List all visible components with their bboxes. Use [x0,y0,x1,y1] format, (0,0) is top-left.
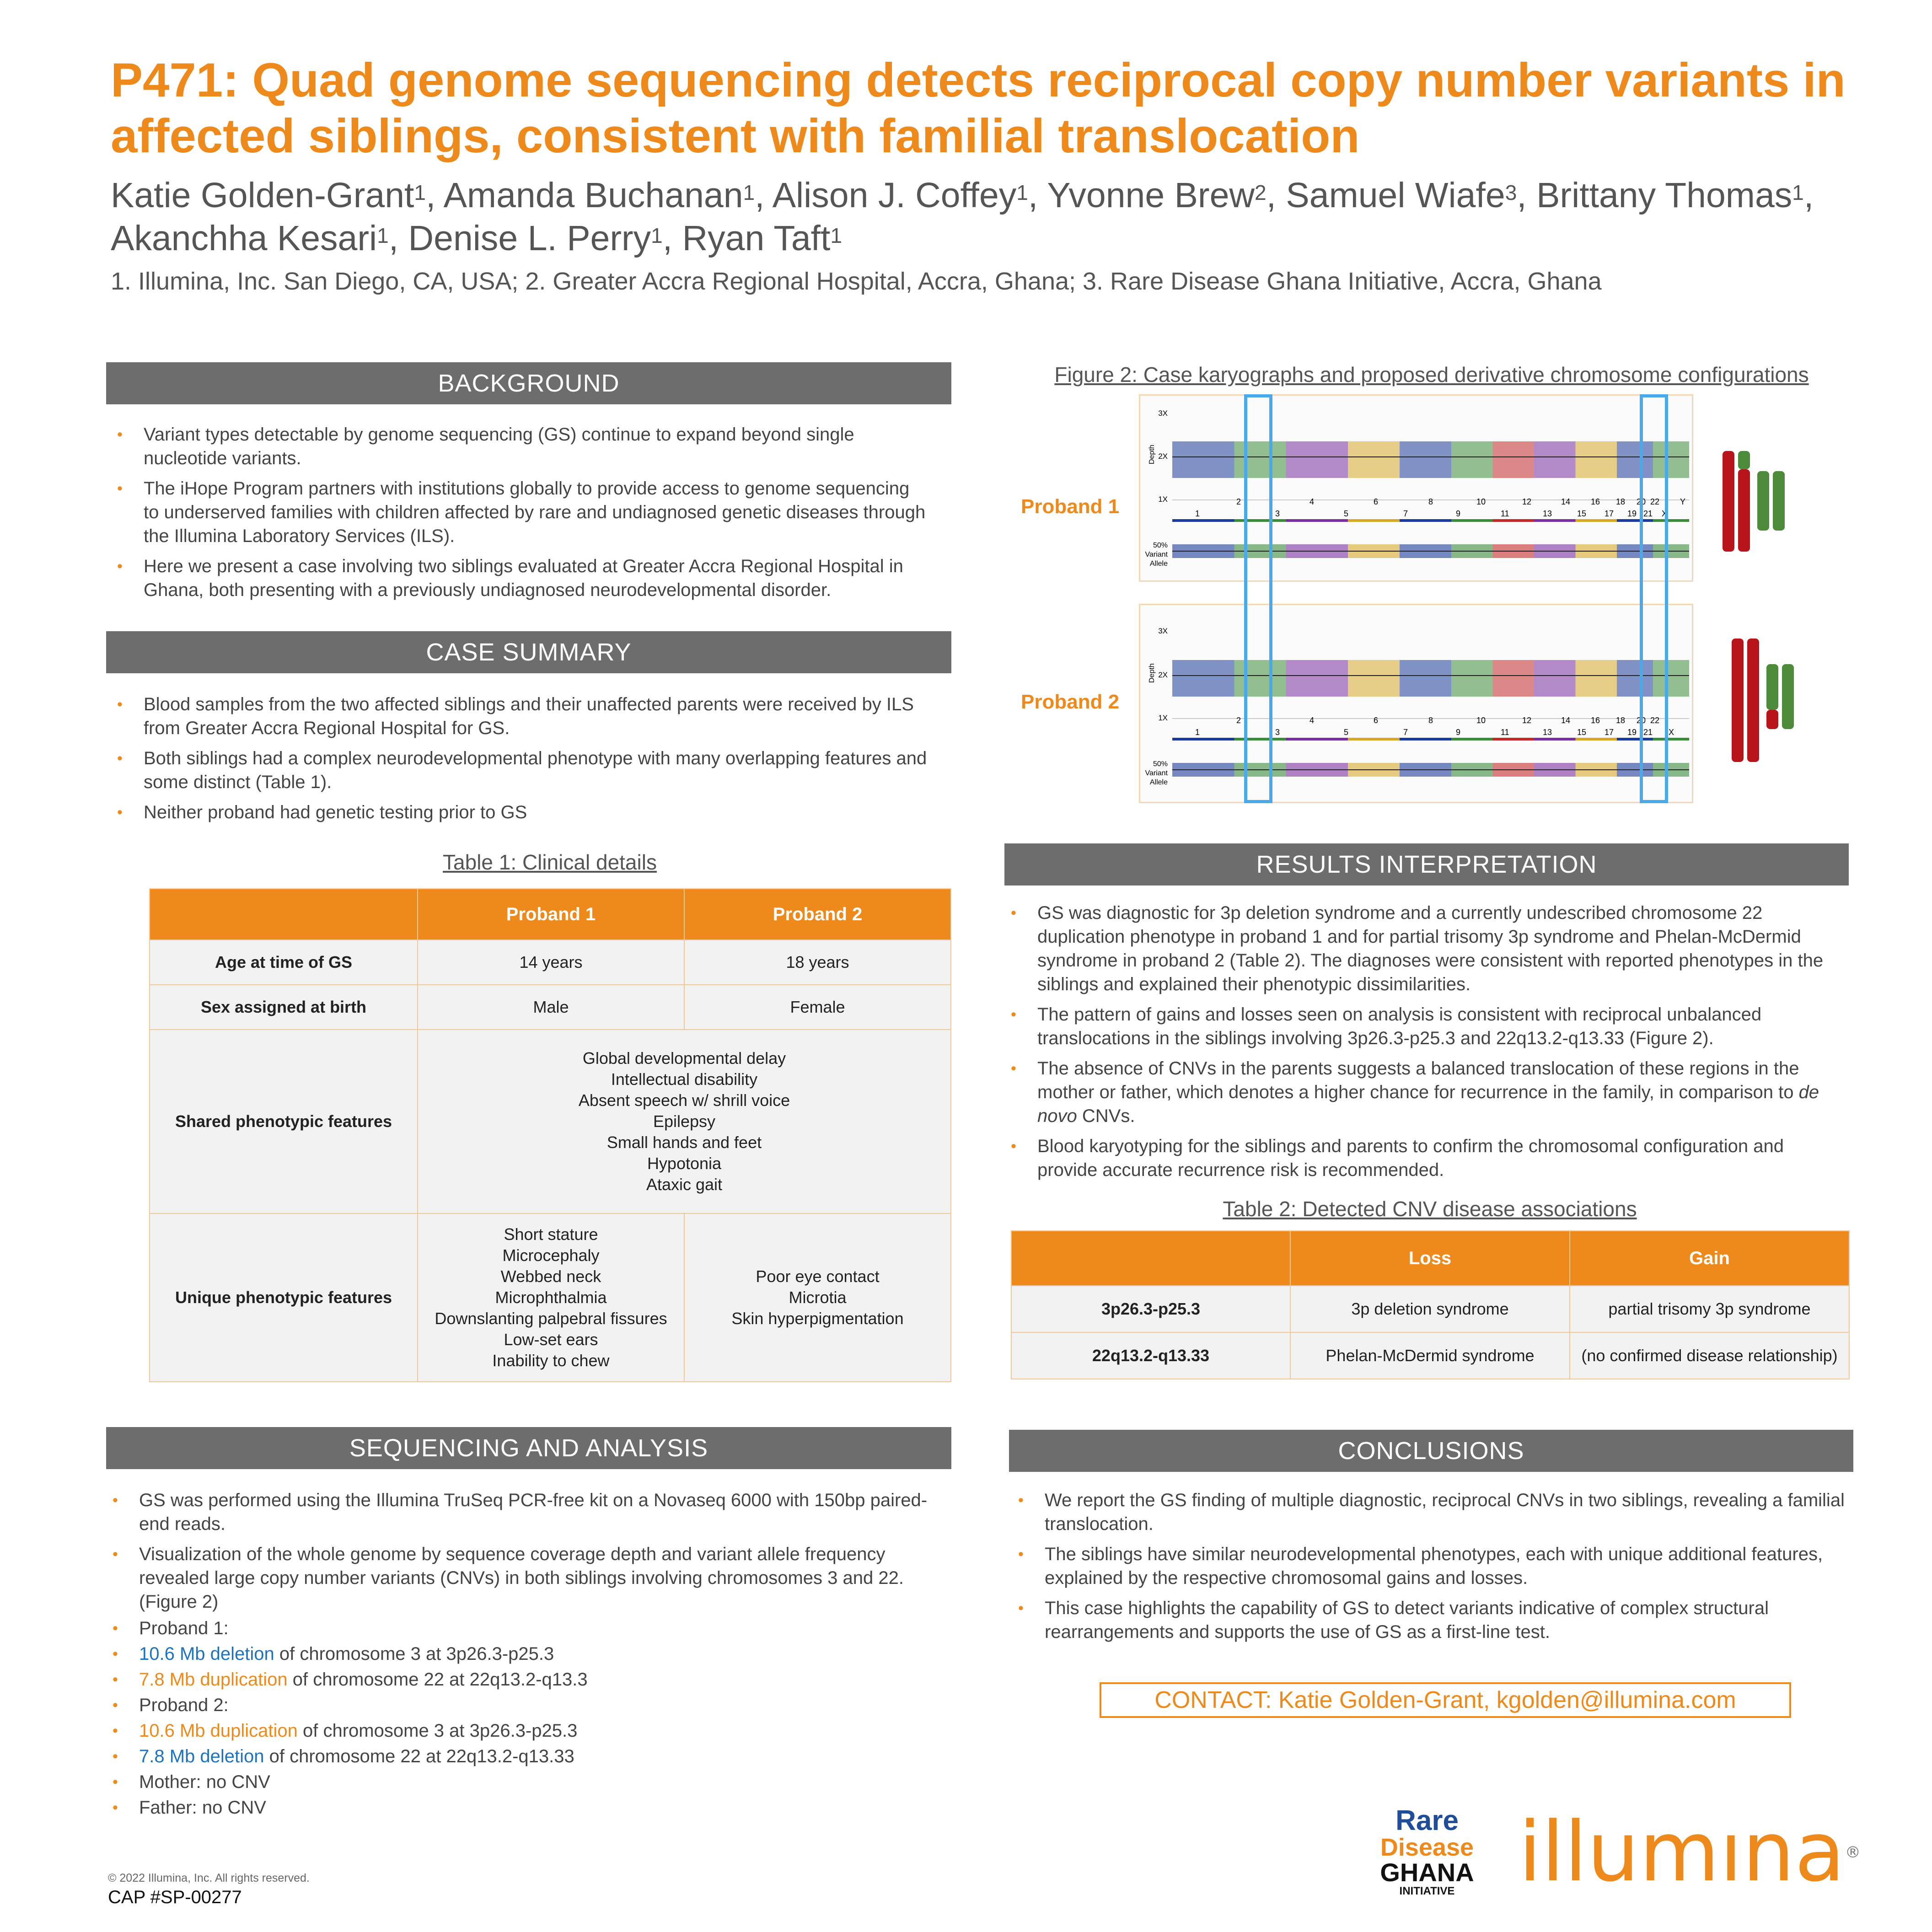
chr-label: X [1662,509,1668,518]
row-label: Sex assigned at birth [150,985,418,1030]
proband2-cnv-label [106,1693,948,1717]
rare-disease-ghana-logo [1368,1807,1487,1907]
cnv-deletion-highlight: 7.8 Mb deletion [139,1746,264,1766]
chromosome-3-segment [1766,710,1778,729]
vaf-label-1: 50% [1153,542,1168,549]
chromosome-22-segment [1738,451,1750,469]
conclusions-bullet: • The siblings have similar neurodevelopmental phenotypes, each with unique additional features, explained by the respective chromosomal gains and losses. [1012,1542,1849,1590]
proband1-cnv-label [106,1616,948,1640]
chr-label: 16 [1591,716,1600,725]
feature: Inability to chew [492,1351,610,1370]
derivative-chromosomes-proband1 [1715,448,1802,567]
chr-label: 3 [1275,728,1280,737]
chr-label: 4 [1309,716,1315,725]
author-name: Denise L. Perry [408,219,651,258]
chromosome-3 [1732,639,1744,762]
author-name: Alison J. Coffey [772,176,1017,215]
table1-header-row [150,889,951,940]
cnv-text: of chromosome 22 at 22q13.2-q13.3 [287,1669,588,1690]
chr-label: 14 [1561,497,1571,506]
registered-mark: ® [1845,1843,1861,1862]
table-row [150,1030,951,1213]
chr-label: 11 [1501,728,1509,737]
chr-label: 2 [1236,497,1241,506]
chromosome-22 [1773,471,1785,531]
chr-label: 9 [1456,728,1461,737]
table-cell: Female [684,985,951,1030]
results-text: The absence of CNVs in the parents suggests a balanced translocation of these regions in the mother or father, which denotes a higher chance for recurrence in the family, in comparison to [1037,1058,1799,1102]
title-line-1: P471: Quad genome sequencing detects reciprocal copy number variants in [111,54,1846,107]
region-cell: 22q13.2-q13.33 [1011,1332,1290,1379]
unique-features-p2 [684,1213,951,1382]
chr-label: 17 [1605,728,1614,737]
results-heading: RESULTS INTERPRETATION [1004,843,1849,886]
sequencing-bullet: • GS was performed using the Illumina TruSeq PCR-free kit on a Novaseq 6000 with 150bp paired-end reads. [106,1488,948,1536]
table-cell: partial trisomy 3p syndrome [1570,1286,1849,1332]
mother-cnv: • Mother: no CNV [106,1770,948,1794]
feature: Skin hyperpigmentation [731,1309,904,1328]
table-cell: Male [418,985,684,1030]
chr-label: 17 [1605,509,1614,518]
sequencing-bullets [106,1488,948,1826]
results-bullets [1004,901,1841,1188]
case-summary-bullets [111,692,943,831]
results-bullet: • GS was diagnostic for 3p deletion syndrome and a currently undescribed chromosome 22 duplication phenotype in proband 1 and for partial trisomy 3p syndrome and Phelan-McDermid syndrome in proband 2 (Table 2). The diagnoses were consistent with reported phenotypes in the siblings and explained their phenotypic dissimilarities. [1004,901,1841,996]
feature: Downslanting palpebral fissures [435,1309,667,1328]
chr-label: 8 [1428,716,1433,725]
shared-features-cell [418,1030,951,1213]
author-name: Ryan Taft [682,219,831,258]
chr-label: 19 [1627,509,1637,518]
chr-label: Y [1680,497,1686,506]
region-cell: 3p26.3-p25.3 [1011,1286,1290,1332]
chr-label: 22 [1650,716,1660,725]
cnv-text: of chromosome 22 at 22q13.2-q13.33 [264,1746,574,1766]
chr-label: 13 [1543,728,1552,737]
table2-header-row [1011,1231,1849,1286]
author-name: Amanda Buchanan [443,176,743,215]
results-text: CNVs. [1077,1106,1135,1126]
chr-label: 7 [1403,728,1408,737]
chr-label: 5 [1344,509,1349,518]
author-affiliation-mark: 1 [1792,181,1804,204]
table-cell: 18 years [684,940,951,985]
illumina-logo [1519,1804,1861,1900]
results-emphasis: de novo [1037,1082,1819,1126]
figure2-caption: Figure 2: Case karyographs and proposed derivative chromosome configurations [1054,363,1809,386]
table1-col-proband2: Proband 2 [684,889,951,940]
table1-col-proband1: Proband 1 [418,889,684,940]
cnv-text: of chromosome 3 at 3p26.3-p25.3 [297,1721,578,1741]
table-row [1011,1286,1849,1332]
feature: Small hands and feet [606,1133,762,1152]
chr-label: 11 [1501,509,1509,518]
derivative-chromosome-3 [1738,469,1750,552]
table-row [150,940,951,985]
feature: Hypotonia [647,1154,722,1173]
father-cnv: • Father: no CNV [106,1796,948,1819]
y-label-3x: 3X [1158,409,1168,418]
table-cell: 14 years [418,940,684,985]
sequencing-bullet: • Visualization of the whole genome by sequence coverage depth and variant allele frequency revealed large copy number variants (CNVs) in both siblings involving chromosomes 3 and 22. (Figure 2) [106,1542,948,1614]
author-name: Katie Golden-Grant [111,176,414,215]
y-label-1x: 1X [1158,495,1168,504]
chr-label: 8 [1428,497,1433,506]
case-summary-bullet: • Neither proband had genetic testing prior to GS [111,800,943,824]
clinical-details-table [149,888,951,1382]
cnv-deletion-highlight: 10.6 Mb deletion [139,1644,274,1664]
chr-label: 3 [1275,509,1280,518]
author-affiliation-mark: 1 [743,181,755,204]
chr-label: X [1669,728,1674,737]
chr-label: 12 [1522,497,1532,506]
chromosome-labels-top [1236,497,1685,506]
chr-label: 10 [1476,716,1486,725]
figure-proband1-label: Proband 1 [1021,495,1120,518]
copyright: © 2022 Illumina, Inc. All rights reserved. [108,1872,310,1884]
chr-label: 16 [1591,497,1600,506]
chr-label: 6 [1374,497,1379,506]
cnv-item [106,1668,948,1691]
cnv-item [106,1719,948,1743]
karyograph-proband2-svg [1140,605,1692,802]
results-bullet: • Blood karyotyping for the siblings and parents to confirm the chromosomal configuration and provide accurate recurrence risk is recommended. [1004,1134,1841,1182]
background-heading: BACKGROUND [106,362,951,404]
feature: Microcephaly [502,1246,600,1265]
chr-label: 14 [1561,716,1571,725]
author-list: Katie Golden-Grant$^1$, Amanda Buchanan$^1$, Alison J. Coffey$^1$, Yvonne Brew$^2$, Samuel Wiafe$^3$, Brittany Thomas$^1$, Akanchha Kesari$^1$, Denise L. Perry$^1$, Ryan Taft$^1$ [111,176,1814,258]
derivative-chromosome-22 [1766,664,1778,710]
row-label: Shared phenotypic features [150,1030,418,1213]
depth-label: Depth [1148,663,1156,683]
vaf-label-3: Allele [1149,560,1168,568]
logo-ghana: GHANA [1380,1858,1474,1887]
cnv-item [106,1744,948,1768]
author-affiliation-mark: 2 [1255,181,1267,204]
chr-label: 5 [1344,728,1349,737]
cnv-duplication-highlight: 7.8 Mb duplication [139,1669,288,1690]
chromosome-labels-top [1236,716,1659,725]
chr-label: 1 [1195,728,1200,737]
sequencing-heading: SEQUENCING AND ANALYSIS [106,1427,951,1469]
y-label-2x: 2X [1158,452,1168,461]
author-affiliation-mark: 3 [1505,181,1517,204]
chromosome-3 [1747,639,1759,762]
author-name: Brittany Thomas [1536,176,1792,215]
logo-initiative: INITIATIVE [1399,1885,1455,1897]
chromosome-22 [1782,664,1794,729]
table-cell: Phelan-McDermid syndrome [1290,1332,1570,1379]
case-summary-bullet: • Both siblings had a complex neurodevelopmental phenotype with many overlapping features and some distinct (Table 1). [111,746,943,794]
chr-label: 18 [1616,497,1626,506]
results-bullet [1004,1057,1841,1128]
author-name: Samuel Wiafe [1286,176,1505,215]
cnv-item [106,1642,948,1666]
chr-label: 4 [1309,497,1315,506]
feature: Epilepsy [653,1112,716,1131]
row-label: Unique phenotypic features [150,1213,418,1382]
chromosome-22 [1757,471,1769,531]
table2-corner [1011,1231,1290,1286]
contact-box[interactable]: CONTACT: Katie Golden-Grant, kgolden@illumina.com [1100,1682,1791,1718]
proband1-label: Proband 1: [139,1618,229,1638]
chr3-highlight-box [1244,394,1272,803]
vaf-label-3: Allele [1149,778,1168,786]
vaf-label-2: Variant [1145,551,1168,558]
table1-corner [150,889,418,940]
affiliations: 1. Illumina, Inc. San Diego, CA, USA; 2. Greater Accra Regional Hospital, Accra, Ghana; 3. Rare Disease Ghana Initiative, Accra, Ghana [111,268,1602,295]
table-row [1011,1332,1849,1379]
chr-label: 2 [1236,716,1241,725]
karyograph-proband1 [1139,394,1693,582]
chr-label: 10 [1476,497,1486,506]
background-bullet: • Variant types detectable by genome sequencing (GS) continue to expand beyond single nucleotide variants. [111,423,929,470]
case-summary-heading: CASE SUMMARY [106,631,951,673]
feature: Intellectual disability [611,1070,758,1089]
feature: Global developmental delay [582,1049,786,1068]
conclusions-heading: CONCLUSIONS [1009,1430,1853,1472]
cnv-text: of chromosome 3 at 3p26.3-p25.3 [274,1644,554,1664]
chr-label: 20 [1637,716,1646,725]
depth-label: Depth [1148,445,1156,464]
chr-label: 12 [1522,716,1532,725]
chr-label: 6 [1374,716,1379,725]
feature: Short stature [504,1225,598,1244]
chr-label: 19 [1627,728,1637,737]
illumina-wordmark: illumına [1519,1804,1845,1900]
title-line-2: affected siblings, consistent with familial translocation [111,109,1360,163]
feature: Low-set ears [504,1330,598,1349]
cnv-disease-table [1011,1230,1850,1379]
table-row [150,985,951,1030]
table2-caption: Table 2: Detected CNV disease associations [1223,1197,1637,1221]
table-cell: 3p deletion syndrome [1290,1286,1570,1332]
chr-label: 21 [1643,728,1653,737]
chr-label: 20 [1637,497,1646,506]
chr-label: 21 [1643,509,1653,518]
author-affiliation-mark: 1 [1016,181,1028,204]
feature: Absent speech w/ shrill voice [578,1091,790,1110]
feature: Ataxic gait [646,1175,723,1194]
chromosome-3 [1723,451,1734,552]
feature: Microtia [789,1288,847,1307]
vaf-label-1: 50% [1153,760,1168,768]
conclusions-bullet: • This case highlights the capability of GS to detect variants indicative of complex structural rearrangements and supports the use of GS as a first-line test. [1012,1596,1849,1644]
chr-label: 1 [1195,509,1200,518]
logo-disease: Disease [1380,1834,1474,1861]
background-bullet: • Here we present a case involving two siblings evaluated at Greater Accra Regional Hospital in Ghana, both presenting with a previously undiagnosed neurodevelopmental disorder. [111,554,929,602]
cap-number: CAP #SP-00277 [108,1887,242,1907]
vaf-label-2: Variant [1145,769,1168,777]
y-label-3x: 3X [1158,627,1168,635]
table-row [150,1213,951,1382]
unique-features-p1 [418,1213,684,1382]
background-bullet: • The iHope Program partners with institutions globally to provide access to genome sequencing to underserved families with children affected by rare and undiagnosed genetic diseases through the Illumina Laboratory Services (ILS). [111,477,929,548]
chr-label: 7 [1403,509,1408,518]
table2-col-loss: Loss [1290,1231,1570,1286]
figure-proband2-label: Proband 2 [1021,691,1120,713]
chr-label: 9 [1456,509,1461,518]
author-affiliation-mark: 1 [414,181,426,204]
case-summary-bullet: • Blood samples from the two affected siblings and their unaffected parents were received by ILS from Greater Accra Regional Hospital for GS. [111,692,943,740]
author-affiliation-mark: 1 [651,224,663,247]
table2-col-gain: Gain [1570,1231,1849,1286]
proband2-label: Proband 2: [139,1695,229,1715]
chr-label: 22 [1650,497,1660,506]
author-affiliation-mark: 1 [830,224,843,247]
chr-label: 15 [1577,509,1587,518]
chr-label: 15 [1577,728,1587,737]
conclusions-bullet: • We report the GS finding of multiple diagnostic, reciprocal CNVs in two siblings, revealing a familial translocation. [1012,1488,1849,1536]
author-name: Akanchha Kesari [111,219,377,258]
feature: Webbed neck [500,1267,601,1286]
table1-caption: Table 1: Clinical details [443,850,657,874]
derivative-chromosomes-proband2 [1724,637,1811,769]
feature: Microphthalmia [495,1288,607,1307]
background-bullets [111,423,929,608]
chr22-highlight-box [1640,394,1668,803]
y-label-1x: 1X [1158,714,1168,722]
y-label-2x: 2X [1158,671,1168,679]
logo-rare: Rare [1395,1805,1459,1836]
conclusions-bullets [1012,1488,1849,1650]
karyograph-proband2 [1139,604,1693,803]
feature: Poor eye contact [756,1267,880,1286]
row-label: Age at time of GS [150,940,418,985]
author-affiliation-mark: 1 [377,224,389,247]
chr-label: 18 [1616,716,1626,725]
poster-title [111,53,1849,164]
author-name: Yvonne Brew [1047,176,1255,215]
karyograph-proband1-svg [1140,396,1692,580]
chr-label: 13 [1543,509,1552,518]
table-cell: (no confirmed disease relationship) [1570,1332,1849,1379]
cnv-duplication-highlight: 10.6 Mb duplication [139,1721,298,1741]
results-bullet: • The pattern of gains and losses seen on analysis is consistent with reciprocal unbalanced translocations in the siblings involving 3p26.3-p25.3 and 22q13.2-q13.33 (Figure 2). [1004,1003,1841,1050]
